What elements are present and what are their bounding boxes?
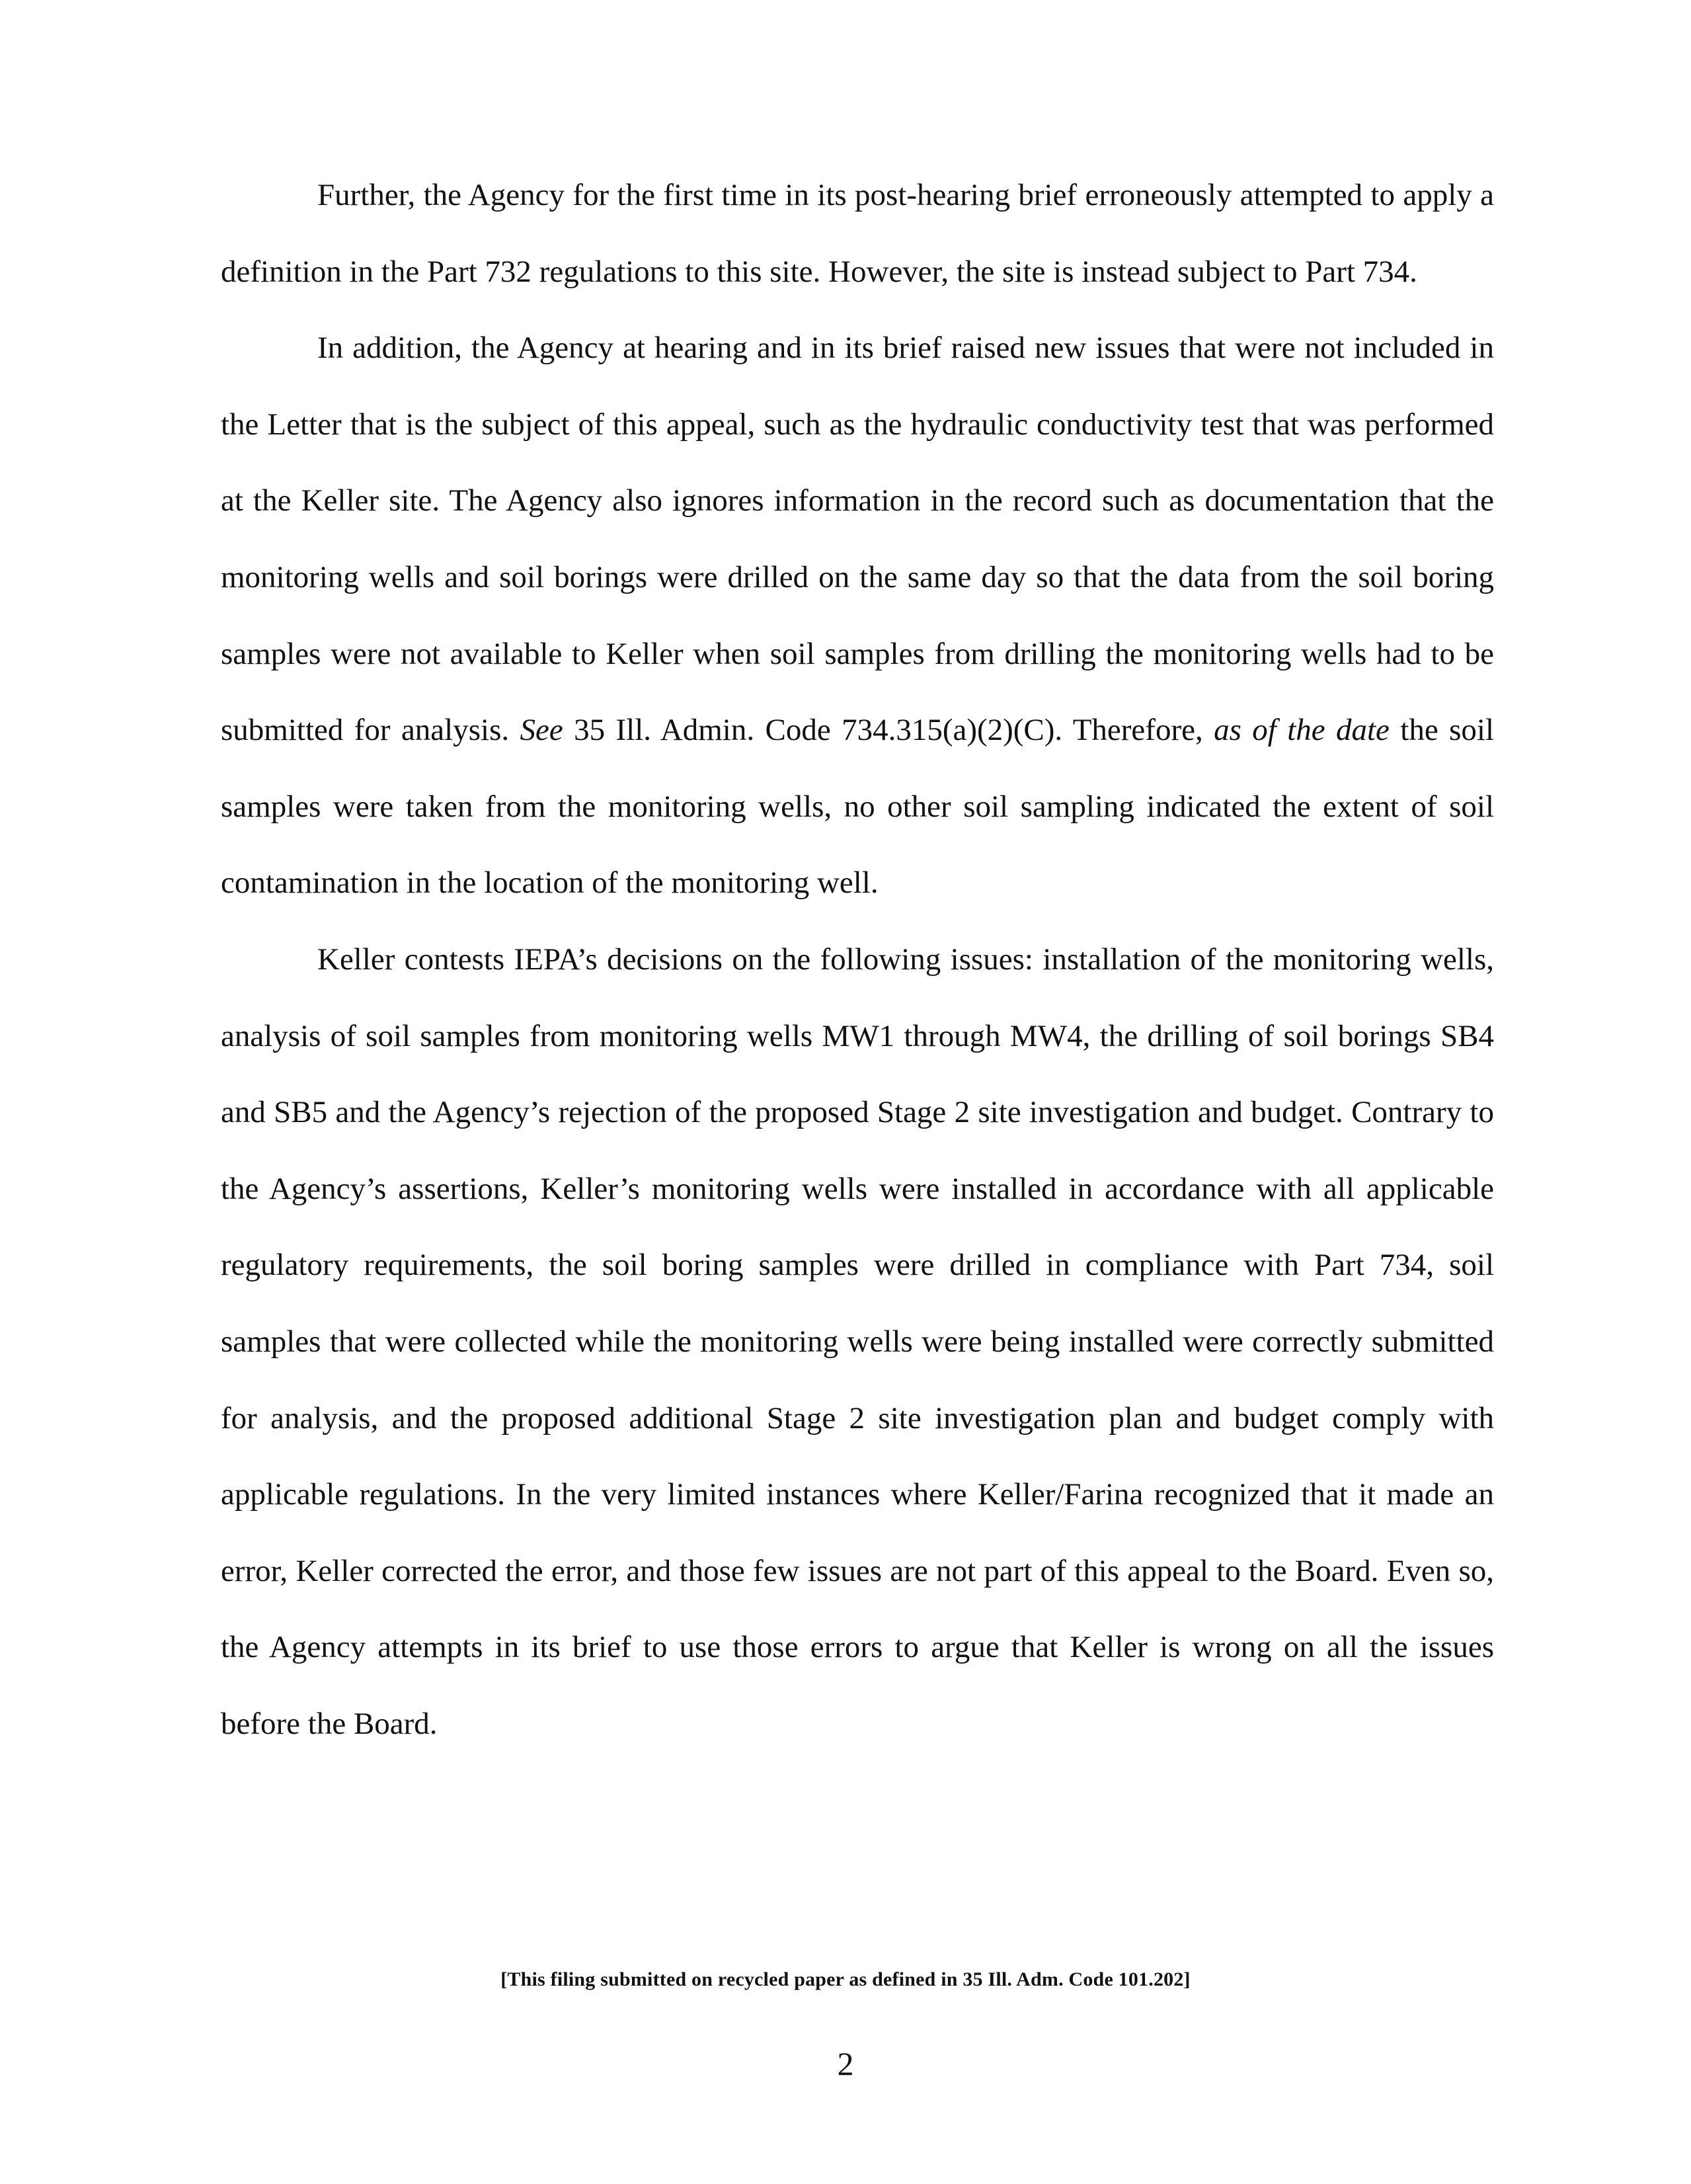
paragraph-text: 35 Ill. Admin. Code 734.315(a)(2)(C). Therefore,	[563, 713, 1214, 748]
emphasis-as-of-the-date: as of the date	[1214, 713, 1390, 748]
paragraph-contested-issues	[221, 922, 1494, 1763]
recycled-paper-footer-note: [This filing submitted on recycled paper as defined in 35 Ill. Adm. Code 101.202]	[500, 1968, 1191, 1990]
paragraph-text: the soil samples were taken from the monitoring wells, no other soil sampling indicated the extent of soil contamination in the location of the monitoring well.	[221, 713, 1495, 901]
page-number: 2	[837, 2045, 854, 2082]
paragraph-text: In addition, the Agency at hearing and in its brief raised new issues that were not included in the Letter that is the subject of this appeal, such as the hydraulic conductivity test that was performed at the Keller site. The Agency also ignores information in the record such as documentation that the monitoring wells and soil borings were drilled on the same day so that the data from the soil boring samples were not available to Keller when soil samples from drilling the monitoring wells had to be submitted for analysis.	[221, 331, 1494, 748]
paragraph-text: Further, the Agency for the first time in its post-hearing brief erroneously attempted to apply a definition in the Part 732 regulations to this site. However, the site is instead subject to Part 734.	[221, 178, 1494, 289]
body-text	[221, 157, 1494, 1762]
paragraph-text: Keller contests IEPA’s decisions on the following issues: installation of the monitoring wells, analysis of soil samples from monitoring wells MW1 through MW4, the drilling of soil borings SB4 and SB5 and the Agency’s rejection of the proposed Stage 2 site investigation and budget. Contrary to the Agency’s assertions, Keller’s monitoring wells were installed in accordance with all applicable regulatory requirements, the soil boring samples were drilled in compliance with Part 734, soil samples that were collected while the monitoring wells were being installed were correctly submitted for analysis, and the proposed additional Stage 2 site investigation plan and budget comply with applicable regulations. In the very limited instances where Keller/Farina recognized that it made an error, Keller corrected the error, and those few issues are not part of this appeal to the Board. Even so, the Agency attempts in its brief to use those errors to argue that Keller is wrong on all the issues before the Board.	[221, 942, 1494, 1741]
paragraph-new-issues	[221, 310, 1494, 922]
paragraph-part-734	[221, 157, 1494, 310]
citation-signal-see: See	[520, 713, 563, 748]
